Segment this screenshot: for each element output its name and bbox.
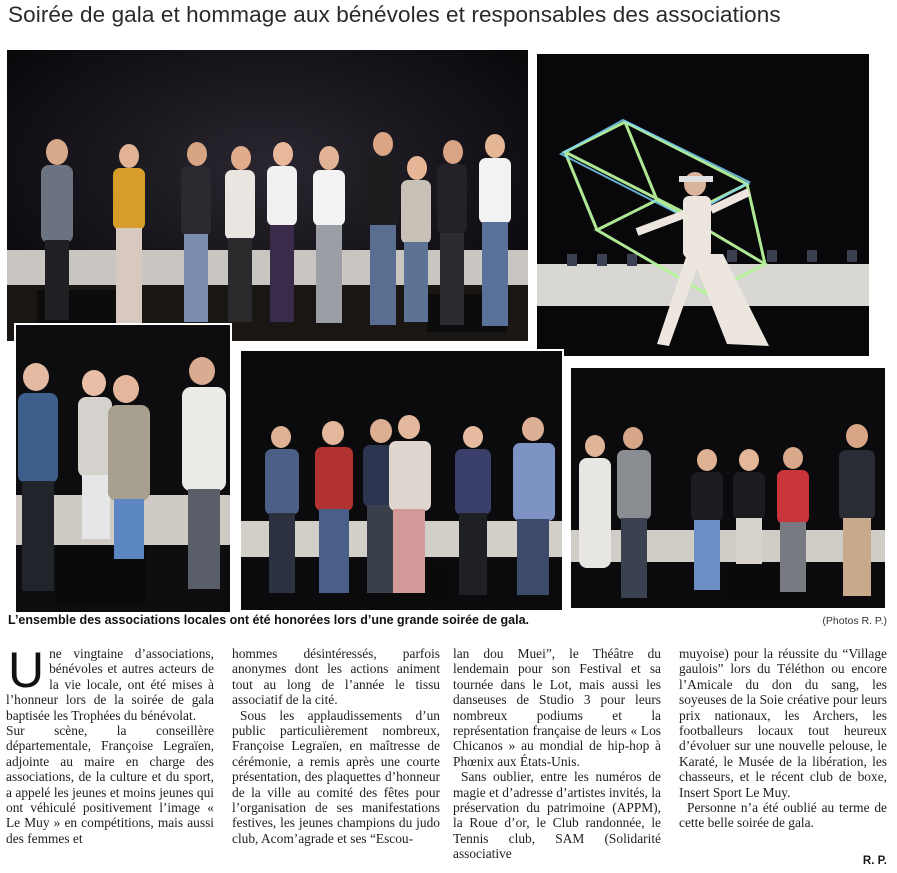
dropcap: U xyxy=(8,642,45,698)
paragraph: Sur scène, la conseillère départementale, Françoise Legraïen, adjointe au maire en charge des associations, de la culture et du sport, a appelé les jeunes et moins jeunes qui ont véhiculé positivement l’image « Le Muy » en compétitions, mais aussi des femmes et xyxy=(6,723,214,846)
paragraph: Personne n’a été oublié au terme de cette belle soirée de gala. xyxy=(679,800,887,831)
photo-credit: (Photos R. P.) xyxy=(822,615,887,627)
author-signature: R. P. xyxy=(862,855,887,867)
photo-dancers-on-stage xyxy=(7,50,528,341)
photo-young-athletes xyxy=(571,368,885,608)
photo-elderly-honorees xyxy=(14,323,232,614)
paragraph: Sous les applaudissements d’un public particulièrement nombreux, Françoise Legraïen, en maîtresse de cérémonie, a remis après une courte présentation, des plaquettes d’honneur de la ville au comité des fêtes pour l’organisation de ses manifestations festives, les jeunes champions du judo club, Acom’agrade et ses “Escou- xyxy=(232,707,440,846)
article-column-2 xyxy=(232,646,440,846)
photo-honorees-group xyxy=(239,349,564,612)
paragraph: ne vingtaine d’associations, bénévoles et autres acteurs de la vie locale, ont été mises à l’honneur lors de la soirée de gala baptisée les Trophées du bénévolat. xyxy=(6,646,214,723)
photo-caption: L’ensemble des associations locales ont été honorées lors d’une grande soirée de gala. xyxy=(8,613,530,627)
paragraph: Sans oublier, entre les numéros de magie et d’adresse d’artistes invités, la préservation du patrimoine (APPM), la Roue d’or, le Club randonnée, le Tennis club, SAM (Solidarité associative xyxy=(453,769,661,862)
paragraph: lan dou Muei”, le Théâtre du lendemain pour son Festival et sa tournée dans le Lot, mais aussi les danseuses de Studio 3 pour leurs nombreux podiums et la représentation française de leurs « Los Chicanos » au mondial de hip-hop à Phœnix aux États-Unis. xyxy=(453,646,661,769)
article-column-4 xyxy=(679,646,887,831)
paragraph: hommes désintéressés, parfois anonymes dont les actions animent tout au long de l’année le tissu associatif de la cité. xyxy=(232,646,440,708)
article-column-3 xyxy=(453,646,661,862)
photo-light-cube-performer xyxy=(537,54,869,356)
paragraph: muyoise) pour la réussite du “Village gaulois” lors du Téléthon ou encore l’Amicale du don du sang, les soyeuses de la Soie créative pour leurs prix nationaux, les Archers, les footballeurs locaux tout heureux d’évoluer sur une nouvelle pelouse, le Karaté, le Musée de la libération, les chasseurs, et le récent club de boxe, Insert Sport Le Muy. xyxy=(679,646,887,800)
article-column-1 xyxy=(6,642,214,846)
headline: Soirée de gala et hommage aux bénévoles et responsables des associations xyxy=(8,2,781,27)
